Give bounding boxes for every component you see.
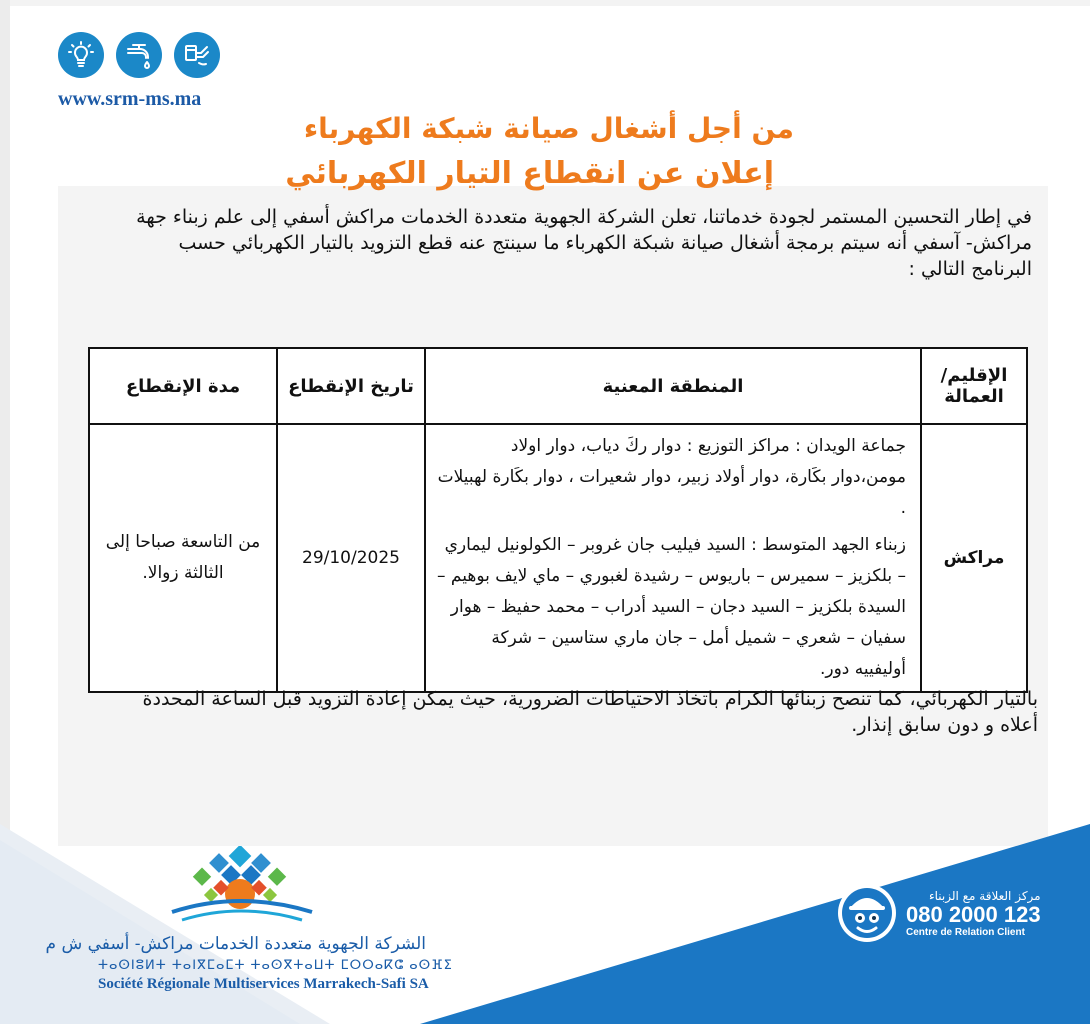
area-distribution-centers: جماعة الويدان : مراكز التوزيع : دوار ركَ دياب، دوار اولاد مومن،دوار بكَارة، دوار أولاد زبير، دوار شعيرات ، دوار بكَارة لهبيلات .	[437, 436, 906, 518]
header-duration: مدة الإنقطاع	[89, 348, 277, 424]
intro-paragraph: في إطار التحسين المستمر لجودة خدماتنا، تعلن الشركة الجهوية متعددة الخدمات مراكش أسفي إلى علم زبناء جهة مراكش- آسفي أنه سيتم برمجة أشغال صيانة شبكة الكهرباء ما سينتج عنه قطع التزويد بالتيار الكهربائي حسب البرنامج التالي :	[136, 206, 1032, 280]
company-name-french: Société Régionale Multiservices Marrakech-Safi SA	[98, 976, 429, 992]
cell-province: مراكش	[921, 424, 1027, 692]
customer-hotline[interactable]	[836, 882, 1041, 944]
company-logo-icon	[168, 846, 316, 930]
hotline-label-arabic: مركز العلاقة مع الزبناء	[928, 888, 1041, 903]
cell-duration: من التاسعة صباحا إلى الثالثة زوالا.	[89, 424, 277, 692]
hotline-number[interactable]: 080 2000 123	[906, 901, 1041, 927]
closing-paragraph: بالتيار الكهربائي، كما تنصح زبنائها الكرام باتخاذ الاحتياطات الضرورية، حيث يمكن إعادة التزويد قبل الساعة المحددة أعلاه و دون سابق إنذار.	[142, 688, 1038, 736]
title-outage-notice: إعلان عن انقطاع التيار الكهربائي	[285, 156, 774, 191]
company-name-tifinagh: ⵜⴰⵙⵏⵓⵍⵜ ⵜⴰⵏⴳⵎⴰⵎⵜ ⵜⴰⵙⴳⵜⴰⵡⵜ ⵎⵔⵔⴰⴽⵛ ⴰⵙⴼⵉ	[98, 958, 453, 973]
website-url[interactable]: www.srm-ms.ma	[58, 88, 202, 110]
title-maintenance: من أجل أشغال صيانة شبكة الكهرباء	[303, 112, 794, 145]
hotline-label-french: Centre de Relation Client	[906, 926, 1025, 938]
mascot-icon	[836, 882, 898, 944]
cell-date: 29/10/2025	[277, 424, 425, 692]
area-medium-voltage-clients: زبناء الجهد المتوسط : السيد فيليب جان غروبر – الكولونيل ليماري – بلكزيز – سميرس – باريوس – رشيدة لغبوري – ماي لايف بوهيم – السيدة بلكزيز – السيد دجان – السيد أدراب – محمد حفيظ – هوار سفيان – شعري – شميل أمل – جان ماري ستاسين – شركة أوليفييه دور.	[437, 535, 906, 679]
header-area: المنطقة المعنية	[425, 348, 921, 424]
company-name-arabic: الشركة الجهوية متعددة الخدمات مراكش- أسفي ش م	[45, 934, 426, 954]
header-province: الإقليم/ العمالة	[921, 348, 1027, 424]
header-date: تاريخ الإنقطاع	[277, 348, 425, 424]
